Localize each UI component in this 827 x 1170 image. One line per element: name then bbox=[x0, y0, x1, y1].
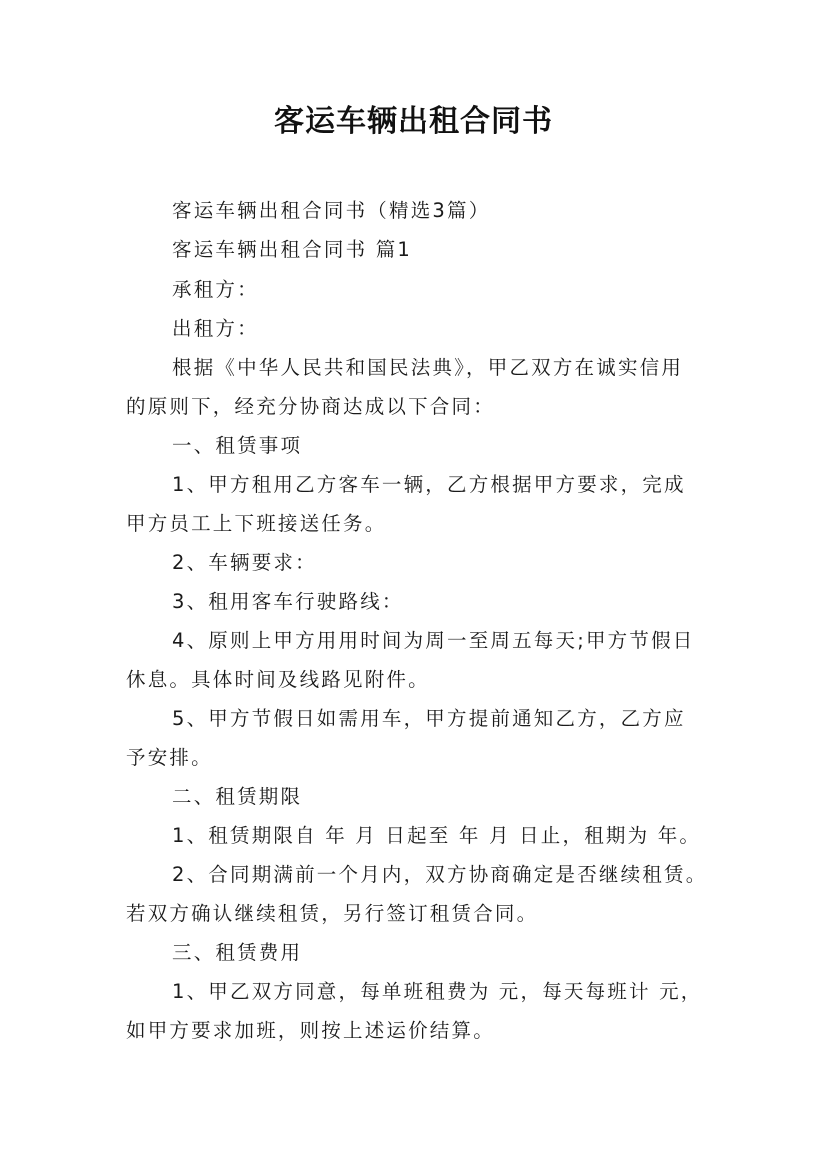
document-title: 客运车辆出租合同书 bbox=[274, 104, 553, 139]
paragraph-line: 5、甲方节假日如需用车，甲方提前通知乙方，乙方应 bbox=[172, 707, 686, 730]
paragraph-line: 2、合同期满前一个月内，双方协商确定是否继续租赁。 bbox=[172, 863, 708, 886]
section-heading: 客运车辆出租合同书 篇1 bbox=[172, 238, 413, 261]
paragraph-line: 2、车辆要求： bbox=[172, 551, 317, 574]
section-heading: 二、租赁期限 bbox=[172, 785, 303, 808]
paragraph-line: 的原则下，经充分协商达成以下合同： bbox=[126, 395, 495, 418]
paragraph-line: 3、租用客车行驶路线： bbox=[172, 590, 404, 613]
paragraph-line: 1、甲方租用乙方客车一辆，乙方根据甲方要求，完成 bbox=[172, 473, 686, 496]
paragraph-line: 根据《中华人民共和国民法典》，甲乙双方在诚实信用 bbox=[172, 356, 684, 379]
lessor-line: 出租方： bbox=[172, 317, 259, 340]
paragraph-line: 若双方确认继续租赁，另行签订租赁合同。 bbox=[126, 902, 539, 925]
lessee-line: 承租方： bbox=[172, 278, 259, 301]
paragraph-line: 甲方员工上下班接送任务。 bbox=[126, 512, 387, 535]
paragraph-line: 如甲方要求加班，则按上述运价结算。 bbox=[126, 1019, 495, 1042]
paragraph-line: 1、租赁期限自 年 月 日起至 年 月 日止，租期为 年。 bbox=[172, 824, 702, 847]
paragraph-line: 1、甲乙双方同意，每单班租费为 元，每天每班计 元， bbox=[172, 980, 703, 1003]
subtitle-line: 客运车辆出租合同书（精选3篇） bbox=[172, 199, 491, 222]
paragraph-line: 予安排。 bbox=[126, 746, 213, 769]
paragraph-line: 4、原则上甲方用用时间为周一至周五每天;甲方节假日 bbox=[172, 629, 695, 652]
section-heading: 三、租赁费用 bbox=[172, 941, 303, 964]
paragraph-line: 休息。具体时间及线路见附件。 bbox=[126, 668, 430, 691]
section-heading: 一、租赁事项 bbox=[172, 434, 303, 457]
